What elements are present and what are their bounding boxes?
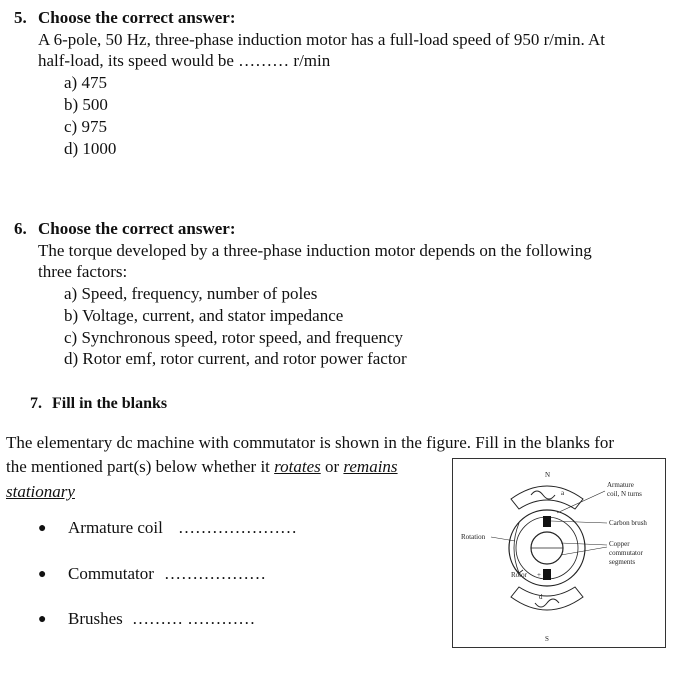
rotor-label: Rotor <box>511 571 527 579</box>
plus-label: + <box>537 571 541 579</box>
armature-label-1: Armature <box>607 481 634 489</box>
pole-n-label: N <box>545 471 551 479</box>
carbon-brush-bottom <box>543 569 551 580</box>
q5-option-a: a) 475 <box>64 73 107 92</box>
q7-remains: remains <box>343 457 398 476</box>
rotation-label: Rotation <box>461 533 486 541</box>
q6-option-b: b) Voltage, current, and stator impedance <box>64 306 344 325</box>
q7-rotates: rotates <box>274 457 321 476</box>
q7-or: or <box>324 457 340 476</box>
dc-machine-figure <box>452 458 666 648</box>
q5-text-line2: half-load, its speed would be ……… r/min <box>38 51 331 70</box>
q5-option-c: c) 975 <box>64 117 107 136</box>
copper-label-3: segments <box>609 558 636 566</box>
q5-option-d: d) 1000 <box>64 139 117 158</box>
bullet-icon: ● <box>38 567 47 582</box>
coil-a-label: a <box>561 489 565 497</box>
blank-commutator[interactable]: ……………… <box>164 564 266 583</box>
q5-text-line1: A 6-pole, 50 Hz, three-phase induction motor has a full-load speed of 950 r/min. At <box>38 30 606 49</box>
copper-label-1: Copper <box>609 540 630 548</box>
q6-text-line2: three factors: <box>38 262 128 281</box>
carbon-brush-label: Carbon brush <box>609 519 647 527</box>
north-pole <box>511 486 583 509</box>
q6-option-a: a) Speed, frequency, number of poles <box>64 284 318 303</box>
q7-text-line1: The elementary dc machine with commutator is shown in the figure. Fill in the blanks for <box>6 433 615 452</box>
bullet-icon: ● <box>38 521 47 536</box>
q5-option-b: b) 500 <box>64 95 108 114</box>
bullet-icon: ● <box>38 612 47 627</box>
q7-heading: Fill in the blanks <box>52 395 168 412</box>
dc-machine-diagram <box>453 459 665 647</box>
item-commutator: Commutator <box>68 564 154 583</box>
carbon-brush-top <box>543 516 551 527</box>
blank-armature-coil[interactable]: ………………… <box>178 518 297 537</box>
armature-label-2: coil, N turns <box>607 490 642 498</box>
q5-number: 5. <box>14 8 27 27</box>
q6-number: 6. <box>14 219 27 238</box>
q7-number: 7. <box>30 395 42 412</box>
q6-text-line1: The torque developed by a three-phase induction motor depends on the following <box>38 241 592 260</box>
copper-label-2: commutator <box>609 549 643 557</box>
item-armature-coil: Armature coil <box>68 518 163 537</box>
q6-heading: Choose the correct answer: <box>38 219 236 238</box>
south-pole <box>511 587 583 610</box>
q7-text-line2-pre: the mentioned part(s) below whether it <box>6 457 270 476</box>
q5-heading: Choose the correct answer: <box>38 8 236 27</box>
q6-option-d: d) Rotor emf, rotor current, and rotor power factor <box>64 349 407 368</box>
q7-text-line2 <box>6 457 398 477</box>
q7-stationary: stationary <box>6 482 75 501</box>
q6-option-c: c) Synchronous speed, rotor speed, and frequency <box>64 328 403 347</box>
coil-d-label: d <box>539 593 543 601</box>
item-brushes: Brushes <box>68 609 123 628</box>
pole-s-label: S <box>545 635 549 643</box>
blank-brushes[interactable]: ……… ………… <box>132 609 256 628</box>
